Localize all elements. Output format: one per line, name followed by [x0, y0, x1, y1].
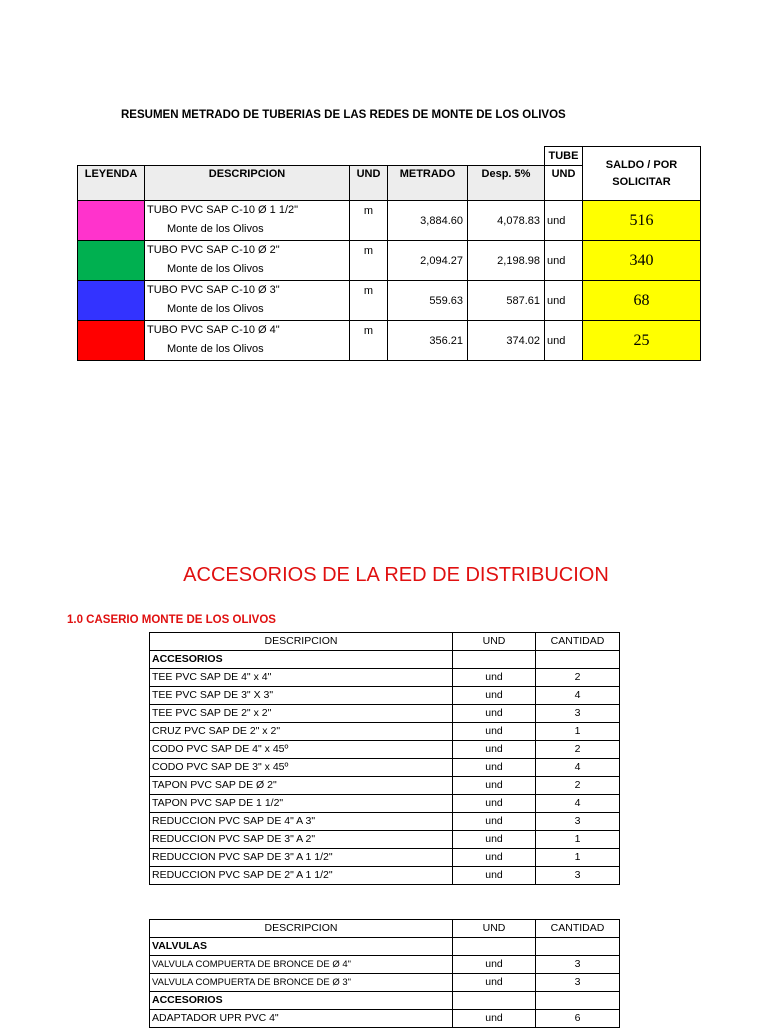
tube-unit-cell: und [545, 241, 583, 281]
metrado-cell: 356.21 [388, 321, 468, 361]
table-row [150, 705, 620, 723]
header-tube-und: UND [545, 166, 583, 201]
pipe-location: Monte de los Olivos [167, 343, 264, 355]
item-quantity: 3 [536, 705, 620, 723]
metrado-cell: 3,884.60 [388, 201, 468, 241]
item-unit: und [453, 741, 536, 759]
item-quantity: 6 [536, 1010, 620, 1028]
item-unit: und [453, 974, 536, 992]
item-description: VALVULA COMPUERTA DE BRONCE DE Ø 3" [150, 974, 453, 992]
description-cell [145, 281, 350, 321]
header-descripcion: DESCRIPCION [145, 166, 350, 201]
table-row [78, 321, 701, 361]
saldo-cell: 516 [583, 201, 701, 241]
legend-swatch [78, 241, 145, 281]
saldo-cell: 25 [583, 321, 701, 361]
table-row [78, 241, 701, 281]
item-unit: und [453, 867, 536, 885]
pipe-description: TUBO PVC SAP C-10 Ø 3" [147, 284, 280, 296]
saldo-cell: 68 [583, 281, 701, 321]
item-quantity: 4 [536, 795, 620, 813]
empty-cell [453, 938, 536, 956]
summary-title: RESUMEN METRADO DE TUBERIAS DE LAS REDES DE MONTE DE LOS OLIVOS [121, 109, 566, 121]
table-row [150, 867, 620, 885]
table-row [150, 795, 620, 813]
section-row [150, 651, 620, 669]
item-unit: und [453, 705, 536, 723]
empty-cell [536, 651, 620, 669]
description-cell [145, 321, 350, 361]
column-header-und: UND [453, 920, 536, 938]
column-header-descripcion: DESCRIPCION [150, 920, 453, 938]
valves-table [149, 919, 620, 1028]
section-label: VALVULAS [150, 938, 453, 956]
desp-cell: 374.02 [468, 321, 545, 361]
item-quantity: 4 [536, 759, 620, 777]
section-row [150, 992, 620, 1010]
item-description: TEE PVC SAP DE 4" x 4" [150, 669, 453, 687]
tube-unit-cell: und [545, 201, 583, 241]
unit-cell: m [350, 281, 388, 321]
section-row [150, 938, 620, 956]
section-label: ACCESORIOS [150, 651, 453, 669]
table-row [150, 974, 620, 992]
item-description: REDUCCION PVC SAP DE 3" A 2" [150, 831, 453, 849]
item-quantity: 2 [536, 777, 620, 795]
table-row [150, 956, 620, 974]
item-description: CODO PVC SAP DE 4" x 45º [150, 741, 453, 759]
table-row [78, 281, 701, 321]
item-quantity: 1 [536, 831, 620, 849]
column-header-und: UND [453, 633, 536, 651]
item-unit: und [453, 669, 536, 687]
table-row [150, 669, 620, 687]
desp-cell: 2,198.98 [468, 241, 545, 281]
metrado-cell: 2,094.27 [388, 241, 468, 281]
item-unit: und [453, 777, 536, 795]
unit-cell: m [350, 241, 388, 281]
column-header-cantidad: CANTIDAD [536, 633, 620, 651]
saldo-cell: 340 [583, 241, 701, 281]
table-row [150, 777, 620, 795]
item-quantity: 3 [536, 867, 620, 885]
legend-swatch [78, 281, 145, 321]
table-row [150, 831, 620, 849]
column-header-descripcion: DESCRIPCION [150, 633, 453, 651]
column-header-cantidad: CANTIDAD [536, 920, 620, 938]
item-description: REDUCCION PVC SAP DE 3" A 1 1/2" [150, 849, 453, 867]
table-row [150, 849, 620, 867]
pipe-location: Monte de los Olivos [167, 303, 264, 315]
item-description: TAPON PVC SAP DE 1 1/2" [150, 795, 453, 813]
accessories-table [149, 632, 620, 885]
item-unit: und [453, 759, 536, 777]
legend-swatch [78, 201, 145, 241]
item-quantity: 3 [536, 813, 620, 831]
metrado-cell: 559.63 [388, 281, 468, 321]
summary-table [77, 146, 701, 361]
item-description: TEE PVC SAP DE 3" X 3" [150, 687, 453, 705]
tube-unit-cell: und [545, 281, 583, 321]
empty-cell [453, 992, 536, 1010]
item-unit: und [453, 723, 536, 741]
pipe-description: TUBO PVC SAP C-10 Ø 2" [147, 244, 280, 256]
table-row [150, 687, 620, 705]
header-leyenda: LEYENDA [78, 166, 145, 201]
pipe-location: Monte de los Olivos [167, 263, 264, 275]
item-description: REDUCCION PVC SAP DE 2" A 1 1/2" [150, 867, 453, 885]
table-row [150, 741, 620, 759]
description-cell [145, 201, 350, 241]
empty-cell [536, 992, 620, 1010]
table-row [78, 201, 701, 241]
description-cell [145, 241, 350, 281]
item-description: VALVULA COMPUERTA DE BRONCE DE Ø 4" [150, 956, 453, 974]
header-desp: Desp. 5% [468, 166, 545, 201]
header-saldo: SALDO / POR SOLICITAR [583, 147, 701, 201]
pipe-location: Monte de los Olivos [167, 223, 264, 235]
item-description: REDUCCION PVC SAP DE 4" A 3" [150, 813, 453, 831]
table-row [150, 759, 620, 777]
desp-cell: 587.61 [468, 281, 545, 321]
section-label: ACCESORIOS [150, 992, 453, 1010]
table-row [150, 723, 620, 741]
unit-cell: m [350, 201, 388, 241]
item-description: TAPON PVC SAP DE Ø 2" [150, 777, 453, 795]
pipe-description: TUBO PVC SAP C-10 Ø 1 1/2" [147, 204, 299, 216]
header-und: UND [350, 166, 388, 201]
item-quantity: 1 [536, 723, 620, 741]
item-quantity: 3 [536, 974, 620, 992]
table-row [150, 1010, 620, 1028]
item-quantity: 4 [536, 687, 620, 705]
item-unit: und [453, 956, 536, 974]
pipe-description: TUBO PVC SAP C-10 Ø 4" [147, 324, 280, 336]
accessories-title: ACCESORIOS DE LA RED DE DISTRIBUCION [183, 564, 609, 586]
unit-cell: m [350, 321, 388, 361]
item-quantity: 2 [536, 669, 620, 687]
empty-cell [536, 938, 620, 956]
item-unit: und [453, 795, 536, 813]
empty-cell [453, 651, 536, 669]
legend-swatch [78, 321, 145, 361]
desp-cell: 4,078.83 [468, 201, 545, 241]
tube-unit-cell: und [545, 321, 583, 361]
item-unit: und [453, 687, 536, 705]
item-unit: und [453, 813, 536, 831]
accessories-subtitle: 1.0 CASERIO MONTE DE LOS OLIVOS [67, 614, 276, 626]
header-metrado: METRADO [388, 166, 468, 201]
table-header-row [150, 633, 620, 651]
item-quantity: 1 [536, 849, 620, 867]
item-quantity: 3 [536, 956, 620, 974]
item-unit: und [453, 831, 536, 849]
table-header-row [150, 920, 620, 938]
item-unit: und [453, 1010, 536, 1028]
item-description: CODO PVC SAP DE 3" x 45º [150, 759, 453, 777]
header-tube: TUBE [545, 147, 583, 166]
item-quantity: 2 [536, 741, 620, 759]
item-description: CRUZ PVC SAP DE 2" x 2" [150, 723, 453, 741]
item-unit: und [453, 849, 536, 867]
item-description: TEE PVC SAP DE 2" x 2" [150, 705, 453, 723]
item-description: ADAPTADOR UPR PVC 4" [150, 1010, 453, 1028]
table-row [150, 813, 620, 831]
